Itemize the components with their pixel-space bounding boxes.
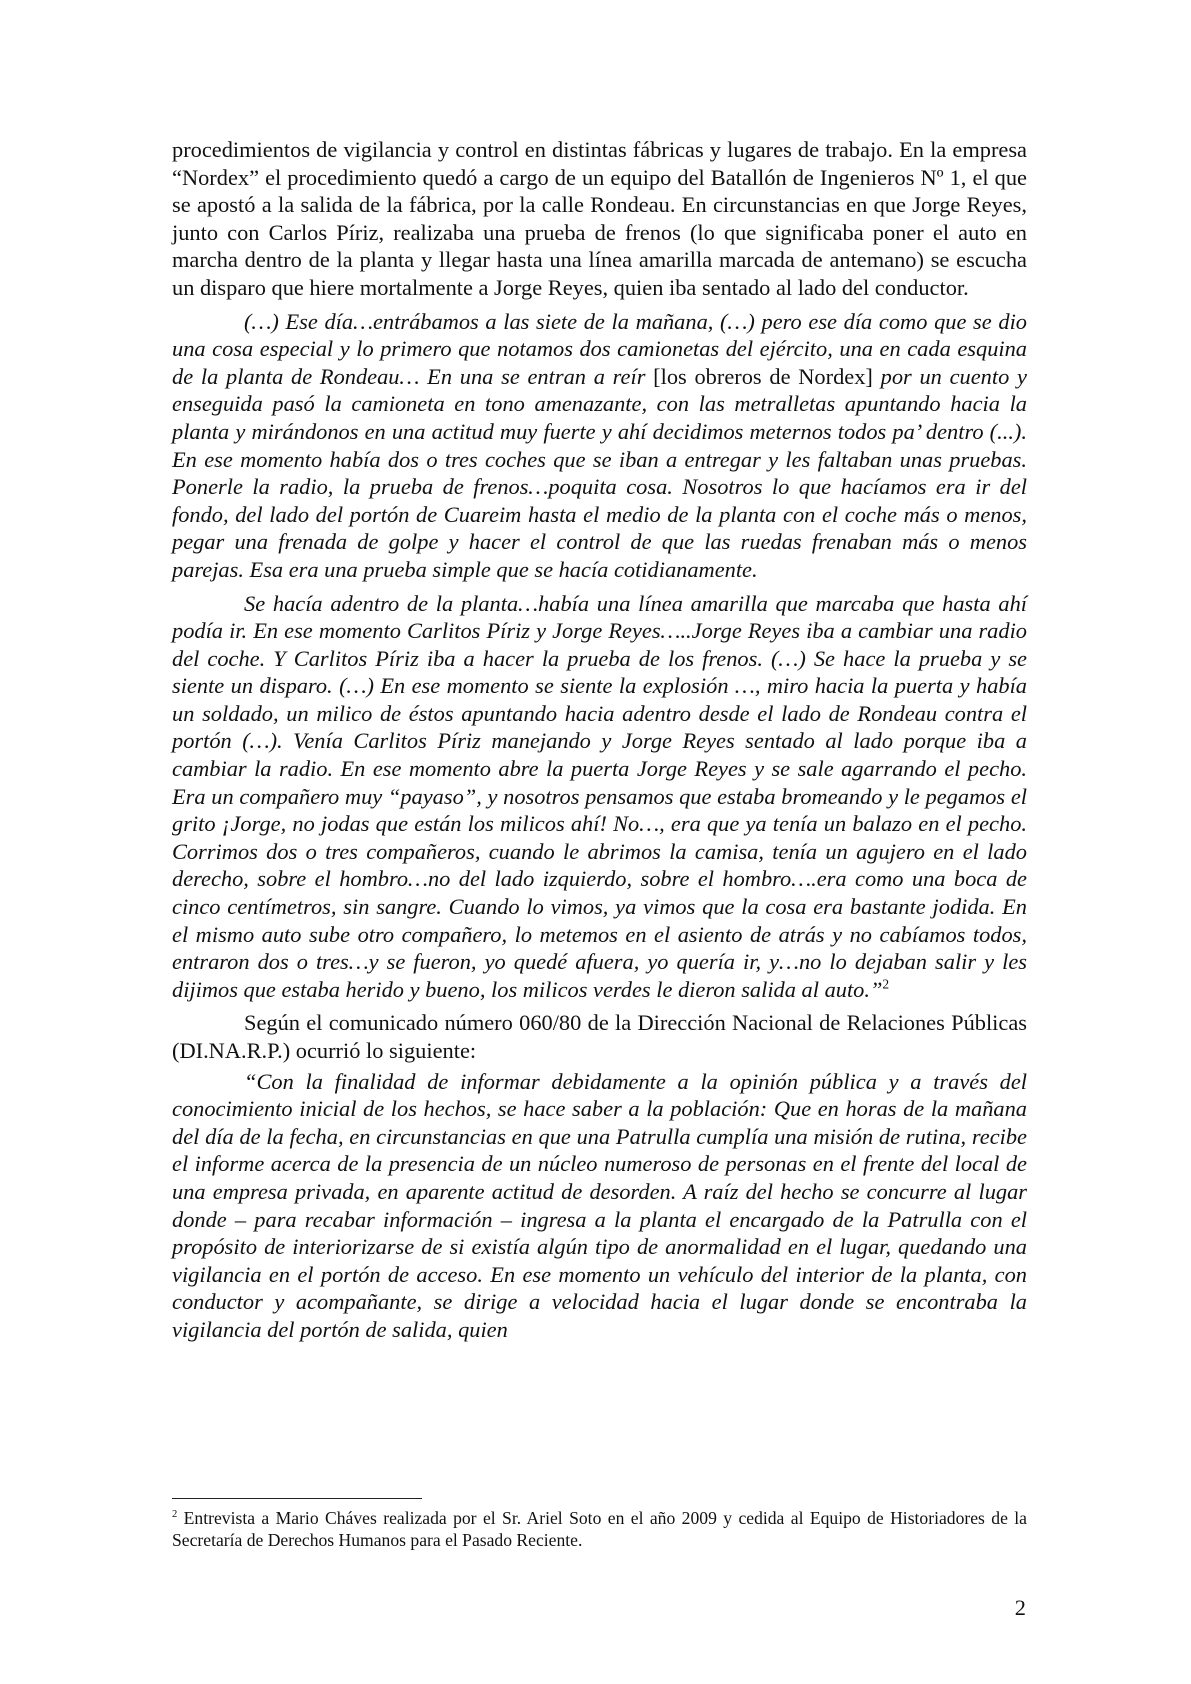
page-number: 2 (1014, 1595, 1026, 1620)
footnote-ref: 2 (882, 976, 890, 992)
quote-text-c: Se hacía adentro de la planta…había una línea amarilla que marcaba que hasta ahí podía ir. En ese momento Carlitos Píriz y Jorge Reyes…..Jorge Reyes iba a cambiar una radio del coche. Y Carlitos Píriz iba a hacer la prueba de los frenos. (…) Se hace la prueba y se siente un disparo. (…) En ese momento se siente la explosión …, miro hacia la puerta y había un soldado, un milico de éstos apuntando hacia adentro desde el lado de Rondeau contra el portón (…). Venía Carlitos Píriz manejando y Jorge Reyes sentado al lado porque iba a cambiar la radio. En ese momento abre la puerta Jorge Reyes y se sale agarrando el pecho. Era un compañero muy “payaso”, y nosotros pensamos que estaba bromeando y le pegamos el grito ¡Jorge, no jodas que están los milicos ahí! No…, era que ya tenía un balazo en el pecho. Corrimos dos o tres compañeros, cuando le abrimos la camisa, tenía un agujero en el lado derecho, sobre el hombro…no del lado izquierdo, sobre el hombro….era como una boca de cinco centímetros, sin sangre. Cuando lo vimos, ya vimos que la cosa era bastante jodida. En el mismo auto sube otro compañero, lo metemos en el asiento de atrás y no cabíamos todos, entraron dos o tres…y se fueron, yo quedé afuera, yo quería ir, y…no lo dejaban salir y les dijimos que estaba herido y bueno, los milicos verdes le dieron salida al auto.” (172, 590, 1027, 1002)
footnote-text: Entrevista a Mario Cháves realizada por el Sr. Ariel Soto en el año 2009 y cedida al Equipo de Historiadores de la Secretaría de Derechos Humanos para el Pasado Reciente. (172, 1508, 1027, 1550)
quote-comunicado (172, 1068, 1027, 1344)
quote-comunicado-text: “Con la finalidad de informar debidamente a la opinión pública y a través del conocimiento inicial de los hechos, se hace saber a la población: Que en horas de la mañana del día de la fecha, en circunstancias en que una Patrulla cumplía una misión de rutina, recibe el informe acerca de la presencia de un núcleo numeroso de personas en el frente del local de una empresa privada, en aparente actitud de desorden. A raíz del hecho se concurre al lugar donde – para recabar información – ingresa a la planta el encargado de la Patrulla con el propósito de interiorizarse de si existía algún tipo de anormalidad en el lugar, quedando una vigilancia en el portón de acceso. En ese momento un vehículo del interior de la planta, con conductor y acompañante, se dirige a velocidad hacia el lugar donde se encontraba la vigilancia del portón de salida, quien (172, 1068, 1027, 1342)
footnote (172, 1508, 1027, 1551)
document-body (172, 136, 1027, 1344)
footnote-separator (172, 1498, 422, 1499)
quote-paragraph-2 (172, 590, 1027, 1004)
quote-text-a: (…) Ese día…entrábamos a las siete de la mañana, (…) pero ese día como que se dio una cosa especial y lo primero que notamos dos camionetas del ejército, una en cada esquina de la planta de Rondeau… En una se entran a reír (172, 308, 1027, 389)
quote-text-b: por un cuento y enseguida pasó la camioneta en tono amenazante, con las metralletas apuntando hacia la planta y mirándonos en una actitud muy fuerte y ahí decidimos meternos todos pa’ dentro (...). En ese momento había dos o tres coches que se iban a entregar y les faltaban unas pruebas. Ponerle la radio, la prueba de frenos…poquita cosa. Nosotros lo que hacíamos era ir del fondo, del lado del portón de Cuareim hasta el medio de la planta con el coche más o menos, pegar una frenada de golpe y hacer el control de que las ruedas frenaban más o menos parejas. Esa era una prueba simple que se hacía cotidianamente. (172, 363, 1027, 582)
paragraph-1: procedimientos de vigilancia y control en distintas fábricas y lugares de trabajo. En la empresa “Nordex” el procedimiento quedó a cargo de un equipo del Batallón de Ingenieros Nº 1, el que se apostó a la salida de la fábrica, por la calle Rondeau. En circunstancias en que Jorge Reyes, junto con Carlos Píriz, realizaba una prueba de frenos (lo que significaba poner el auto en marcha dentro de la planta y llegar hasta una línea amarilla marcada de antemano) se escucha un disparo que hiere mortalmente a Jorge Reyes, quien iba sentado al lado del conductor. (172, 137, 1027, 300)
paragraph-comunicado: Según el comunicado número 060/80 de la Dirección Nacional de Relaciones Públicas (DI.NA.R.P.) ocurrió lo siguiente: (172, 1010, 1027, 1063)
quote-paragraph-1 (172, 308, 1027, 584)
footnote-number: 2 (172, 1509, 178, 1521)
quote-bracket-insertion: [los obreros de Nordex] (645, 363, 881, 389)
